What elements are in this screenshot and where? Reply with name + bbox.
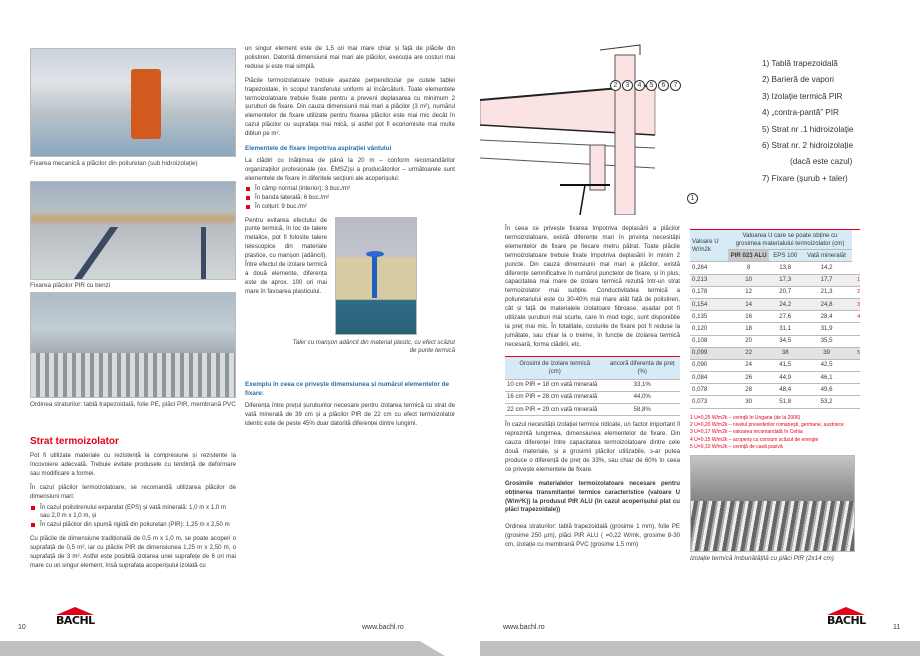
caption-layer-order: Ordinea straturilor: tablă trapezoidală, folie PE, plăci PIR, membrană PVC [30,401,236,408]
footnote: 5 U=0,10 W/m2k – cerință de casă pasivă [690,443,783,450]
cell: 24,2 [769,298,801,310]
website-link-right[interactable]: www.bachl.ro [503,624,545,631]
cell: 35,5 [801,335,852,347]
marker-cell [852,262,860,274]
callout-3: 3 [622,80,633,91]
paragraph: Pot fi utilizate materiale cu rezistență la compresiune și rezistente la încovoiere adecvată. Trebuie evitate produsele cu tendință de deformare sau modificare a formei. [30,452,236,477]
fixing-list [245,185,455,212]
cell: 39 [801,347,852,359]
footer-band-right [480,641,920,656]
paragraph: În cazul plăcilor termoizolatoare, se recomandă utilizarea plăcilor de dimensiuni mari: [30,483,236,500]
th-pir: PIR 023 ALU [728,250,769,262]
cell: 44,9 [769,372,801,384]
table-row [690,274,860,286]
footnotes [690,415,860,451]
marker-cell [852,347,860,359]
diagram-callouts [610,80,681,91]
cell: 28 [728,384,769,396]
legend-item: 4) „contra-pantă” PIR [762,108,839,118]
paragraph: Ordinea straturilor: tablă trapezoidală (grosime 1 mm), folie PE (grosime 250 µm), plăci PIR ALU ( =0,22 W/mk, grosime 8-30 cm, izolație cu membrană PVC (grosime 1,5 mm) [505,523,680,549]
u-value-column [690,229,860,563]
diagram-legend [762,56,853,187]
cell: 44,0% [604,391,680,403]
cell: 16 cm PIR = 28 cm vată minerală [505,391,604,403]
cell: 24,8 [801,298,852,310]
cell: 46,1 [801,372,852,384]
legend-item: 1) Tablă trapezoidală [762,59,838,68]
cell: 0,213 [690,274,728,286]
table-row [690,384,860,396]
cell: 10 cm PIR = 18 cm vată minerală [505,379,604,391]
cell: 20 [728,335,769,347]
callout-6: 6 [658,80,669,91]
photo-layer-order [30,292,236,398]
cell: 51,8 [769,396,801,408]
caption-pir-strip-fixing: Fixarea plăcilor PIR cu benzi [30,282,111,289]
marker-cell [852,286,860,298]
cell: 0,154 [690,298,728,310]
marker-cell [852,384,860,396]
table-row [505,404,680,416]
paragraph: La clădiri cu înălțimea de până la 20 m – conform recomandărilor organizațiilor profesionale (ex. ÉMSZ)și a producătorilor – următoarele sunt elementele de fixare în diferitele secțiuni ale acoperișului: [245,157,455,182]
bachl-logo: BACHL [827,607,865,631]
cell: 24 [728,359,769,371]
photo-improved-insulation [690,455,855,552]
footnote-marker: 1 [857,277,860,284]
cell: 17,7 [801,274,852,286]
cell: 26 [728,372,769,384]
marker-cell [852,311,860,323]
legend-item: (dacă este cazul) [790,157,853,167]
legend-item: 6) Strat nr. 2 hidroizolație [762,141,854,151]
table-row [690,311,860,323]
paragraph: În ceea ce privește fixarea împotriva deplasării a plăcilor termoizolatoare, există diferențe mari în privința necesității elementelor de fixare pe fiecare metru pătrat. Toate plăcile termoizolatoare trebuie fixate împotriva deplasării în minim 2 puncte. Din cauza dimensiunii mai mari a plăcilor, există diferențe semnificative în numărul punctelor de fixare, și în plus, capacitatea mai mare de izolare termică rezultă într-un strat termoizolator mai subțire. Conductivitatea termică a poliuretanului este cu 30-40% mai mare atât față de polistiren, cât și față de materialele izolatoare fibroase, așadar pot fi utilizate șuruburi mai scurte, care în mod logic, sunt disponibile la preț mai mic. În totalitate, costurile de fixare pot fi reduse la jumătate, sau chiar la o treime, în funcție de izolarea termică necesară, forma clădirii, etc. [505,225,680,348]
footer-band-left [0,641,445,656]
cell: 13,8 [769,262,801,274]
column-middle-text [245,45,455,433]
legend-item: 3) Izolație termică PIR [762,91,843,101]
footnote-marker: 5 [857,350,860,357]
table-row [690,372,860,384]
table-row [690,335,860,347]
bold-table-title: Grosimile materialelor termoizolatoare necesare pentru obținerea transmitanței termice caracteristice (valoare U (W/m²K)) la produsul PIR ALU (în cazul acoperișului plat cu plăci trapezoidale)) [505,479,680,514]
marker-cell [852,359,860,371]
caption-plastic-washer: Taler cu manșon adâncit din material plastic, cu efect scăzut de punte termică [292,338,455,355]
table-row [690,323,860,335]
legend-item: 2) Barieră de vapori [762,75,834,85]
size-list [30,504,236,531]
table-row [690,262,860,274]
footnote-marker: 3 [857,301,860,308]
th-thickness: Grosimi de izolare termică (cm) [505,356,604,379]
cell: 8 [728,262,769,274]
cell: 48,4 [769,384,801,396]
footnote-marker: 4 [857,313,860,320]
cell: 27,6 [769,311,801,323]
cell: 0,135 [690,311,728,323]
legend-item: 7) Fixare (șurub + taler) [762,173,848,183]
cell: 14 [728,298,769,310]
table-row [690,286,860,298]
website-link-left[interactable]: www.bachl.ro [362,624,404,631]
heading-thermal-layer: Strat termoizolator [30,436,119,447]
paragraph: Cu plăcile de dimensiune tradițională de 0,5 m x 1,0 m, se poate acoperi o suprafață de 0,5 m², iar cu plăcile PIR de dimensiunea 1,25 m x 2,50 m, o suprafață de 3 m². Astfel este posibilă izolarea unei suprafețe de 6 ori mai mare cu un singur element, însă suprafața acoperișului izolată cu [30,535,236,569]
roof-section-diagram [480,40,755,215]
cell: 0,108 [690,335,728,347]
cell: 30 [728,396,769,408]
cell: 0,078 [690,384,728,396]
table-row [690,347,860,359]
callout-1: 1 [687,193,698,204]
cell: 0,120 [690,323,728,335]
cell: 10 [728,274,769,286]
cell: 41,5 [769,359,801,371]
cell: 31,1 [769,323,801,335]
photo-plastic-washer [335,217,417,335]
th-u-value: Valoare U W/m2k [690,230,728,262]
paragraph: Diferența între prețul șuruburilor necesare pentru izolarea termică cu strat de vată minerală de 39 cm și a plăcilor PIR de 22 cm cu efect termoizolator identic este de peste 45% doar datorită diferenței dintre lungimi. [245,401,455,427]
cell: 33,1% [604,379,680,391]
table-row [690,359,860,371]
footnote: 1 U=0,25 W/m2k – cerință în Ungaria (de la 2006) [690,414,801,421]
paragraph: Plăcile termoizolatoare trebuie așezate perpendicular pe cutele tablei trapezoidale, în scopul transferului uniform al încărcăturii. Toate elementele termoizolatoare trebuie fixate pentru a preveni deplasarea cu minimum 2 șuruburi de fixare. Din cauza dimensiunii mai mari a plăcilor (3 m²), numărul elementelor de fixare utilizate pentru fixarea plăcilor este mai mic decât în cazul plăcilor cu suprafața mai mică, și astfel pot fi economisite mai multe dibluri pe m². [245,76,455,138]
column-left-text [30,436,236,576]
subheading-example: Exemplu în ceea ce privește dimensiunea și numărul elementelor de fixare: [245,380,450,397]
marker-cell [852,335,860,347]
cell: 53,2 [801,396,852,408]
paragraph: În cazul necesității izolației termice ridicate, un factor important îl reprezintă lungimea, dimensiunea elementelor de fixare. Din cauza diferenței între capacitatea termoizolatoare dintre cele două materiale, și a grosimii plăcilor utilizabile, s-ar putea produce o diferență de preț de 33%, sau chiar de 60% în ceea ce privește elementele de fixare. [505,421,680,473]
th-eps: EPS 100 [769,250,801,262]
footnote: 4 U=0,15 W/m2k – acoperiș cu consum scăzut de energie [690,436,819,443]
cell: 22 [728,347,769,359]
cell: 49,6 [801,384,852,396]
page-number-left: 10 [18,624,26,631]
callout-5: 5 [646,80,657,91]
list-item: În câmp normal (interior): 3 buc./m² [245,185,455,194]
th-group: Valoarea U care se poate obține cu grosimea materialului termoizolator (cm) [728,230,852,250]
paragraph: un singur element este de 1,5 ori mai mare chiar și față de plăcile din polistiren. Datorită dimensiunii mai mari ale plăcilor, execuția are costuri mai reduse și este mai simplă. [245,45,455,70]
cell: 0,099 [690,347,728,359]
list-item: În banda laterală: 6 buc./m² [245,194,455,203]
cell: 58,8% [604,404,680,416]
cell: 20,7 [769,286,801,298]
cell: 16 [728,311,769,323]
legend-item: 5) Strat nr .1 hidroizolație [762,124,854,134]
footnote: 3 U=0,17 W/m2k – valoarea recomandată în Cehia [690,429,803,436]
table-row [505,379,680,391]
th-price-diff: ancoră diferenta de preț (%) [604,356,680,379]
cell: 18 [728,323,769,335]
marker-cell [852,298,860,310]
bachl-logo: BACHL [56,607,94,631]
marker-cell [852,372,860,384]
cell: 22 cm PIR = 29 cm vată minerală [505,404,604,416]
subheading-wind-fixing: Elementele de fixare împotriva aspirației vântului [245,145,392,153]
list-item: În cazul polistirenului expandat (EPS) și vată minerală: 1,0 m x 1,0 m sau 2,0 m x 1,0 m, și [30,504,236,522]
column-right-text [505,225,680,550]
cell: 14,2 [801,262,852,274]
cell: 28,4 [801,311,852,323]
cell: 31,9 [801,323,852,335]
cell: 0,073 [690,396,728,408]
caption-mechanical-fixing: Fixarea mecanică a plăcilor din poliuretan (sub hidroizolație) [30,160,198,167]
photo-mechanical-fixing [30,48,236,157]
cell: 12 [728,286,769,298]
cell: 42,5 [801,359,852,371]
cell: 0,264 [690,262,728,274]
u-value-table [690,229,860,409]
callout-2: 2 [610,80,621,91]
th-mineral: Vată mineralăt [801,250,852,262]
list-item: În cazul plăcilor din spumă rigidă din poliuretan (PIR): 1,25 m x 2,50 m [30,521,236,530]
marker-cell [852,396,860,408]
footnote: 2 U=0,20 W/m2k – nivelul prevederilor romanești, germane, austriece [690,421,844,428]
page-number-right: 11 [893,624,901,631]
cell: 21,3 [801,286,852,298]
cell: 38 [769,347,801,359]
table-row [690,298,860,310]
paragraph: Pentru evitarea efectului de punte termică, în loc de talere metalice, pot fi folosite talere telescopice din materiale plastice, cu manșon (adâncit). Între efectul de izolare termică a două elemente, diferența este de aprox. 100 ori mai mare în favoarea plasticului. [245,216,327,295]
price-difference-table [505,356,680,417]
marker-cell [852,274,860,286]
table-row [690,396,860,408]
cell: 0,178 [690,286,728,298]
callout-4: 4 [634,80,645,91]
caption-improved-insulation: Izolație termică îmbunătățită cu plăci PIR (2x14 cm) [690,555,834,563]
photo-pir-strip-fixing [30,181,236,280]
callout-7: 7 [670,80,681,91]
cell: 17,3 [769,274,801,286]
cell: 0,090 [690,359,728,371]
cell: 0,084 [690,372,728,384]
footnote-marker: 2 [857,289,860,296]
list-item: În colțuri: 9 buc./m² [245,203,455,212]
marker-cell [852,323,860,335]
table-row [505,391,680,403]
cell: 34,5 [769,335,801,347]
